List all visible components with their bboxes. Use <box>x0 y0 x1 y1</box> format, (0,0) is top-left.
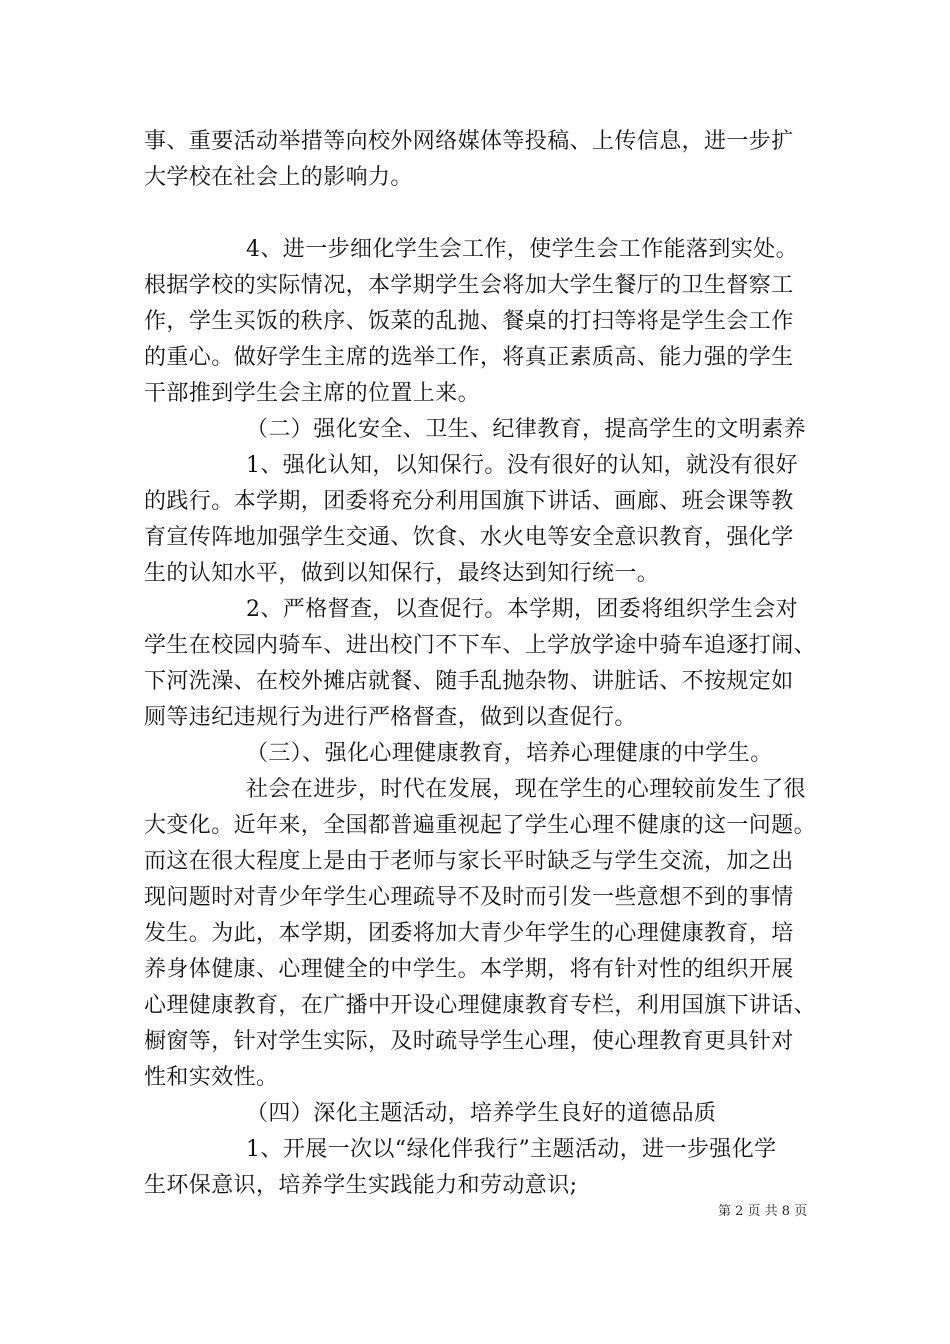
body-text-line: 生环保意识，培养学生实践能力和劳动意识; <box>144 1173 578 1198</box>
body-text-line: 作，学生买饭的秩序、饭菜的乱抛、餐桌的打扫等将是学生会工作 <box>144 309 794 334</box>
body-text-line: 下河洗澡、在校外摊店就餐、随手乱抛杂物、讲脏话、不按规定如 <box>144 669 794 694</box>
body-text-line: 现问题时对青少年学生心理疏导不及时而引发一些意想不到的事情 <box>144 885 794 910</box>
body-text-line: 性和实效性。 <box>144 1065 279 1090</box>
body-text-line: 心理健康教育，在广播中开设心理健康教育专栏，利用国旗下讲话、 <box>144 993 817 1018</box>
body-text-line: 养身体健康、心理健全的中学生。本学期，将有针对性的组织开展 <box>144 957 794 982</box>
body-text-line: 大学校在社会上的影响力。 <box>144 165 413 190</box>
body-text-line: 的践行。本学期，团委将充分利用国旗下讲话、画廊、班会课等教 <box>144 489 794 514</box>
body-text-line: 社会在进步，时代在发展，现在学生的心理较前发生了很 <box>246 777 807 802</box>
body-text-line: 根据学校的实际情况，本学期学生会将加大学生餐厅的卫生督察工 <box>144 273 794 298</box>
body-text-line: 4、进一步细化学生会工作，使学生会工作能落到实处。 <box>246 237 798 262</box>
body-text-line: 生的认知水平，做到以知保行，最终达到知行统一。 <box>144 561 660 586</box>
section-heading: （三）、强化心理健康教育，培养心理健康的中学生。 <box>246 741 773 766</box>
body-text-line: 育宣传阵地加强学生交通、饮食、水火电等安全意识教育，强化学 <box>144 525 794 550</box>
body-text-line: 发生。为此，本学期，团委将加大青少年学生的心理健康教育，培 <box>144 921 794 946</box>
body-text-line: 1、强化认知，以知保行。没有很好的认知，就没有很好 <box>246 453 798 478</box>
body-text-line: 厕等违纪违规行为进行严格督查，做到以查促行。 <box>144 705 637 730</box>
body-text-line: 大变化。近年来，全国都普遍重视起了学生心理不健康的这一问题。 <box>144 813 817 838</box>
body-text-line: 学生在校园内骑车、进出校门不下车、上学放学途中骑车追逐打闹、 <box>144 633 817 658</box>
body-text-line: 干部推到学生会主席的位置上来。 <box>144 381 481 406</box>
section-heading: （二）强化安全、卫生、纪律教育，提高学生的文明素养 <box>246 417 807 442</box>
body-text-line: 的重心。做好学生主席的选举工作，将真正素质高、能力强的学生 <box>144 345 794 370</box>
body-text-line: 而这在很大程度上是由于老师与家长平时缺乏与学生交流，加之出 <box>144 849 794 874</box>
body-text-line: 1、开展一次以“绿化伴我行”主题活动，进一步强化学 <box>246 1137 777 1162</box>
page-number-footer: 第 2 页 共 8 页 <box>718 1204 808 1219</box>
section-heading: （四）深化主题活动，培养学生良好的道德品质 <box>246 1101 717 1126</box>
body-text-line: 事、重要活动举措等向校外网络媒体等投稿、上传信息，进一步扩 <box>144 129 794 154</box>
body-text-line: 橱窗等，针对学生实际，及时疏导学生心理，使心理教育更具针对 <box>144 1029 794 1054</box>
body-text-line: 2、严格督查，以查促行。本学期，团委将组织学生会对 <box>246 597 798 622</box>
